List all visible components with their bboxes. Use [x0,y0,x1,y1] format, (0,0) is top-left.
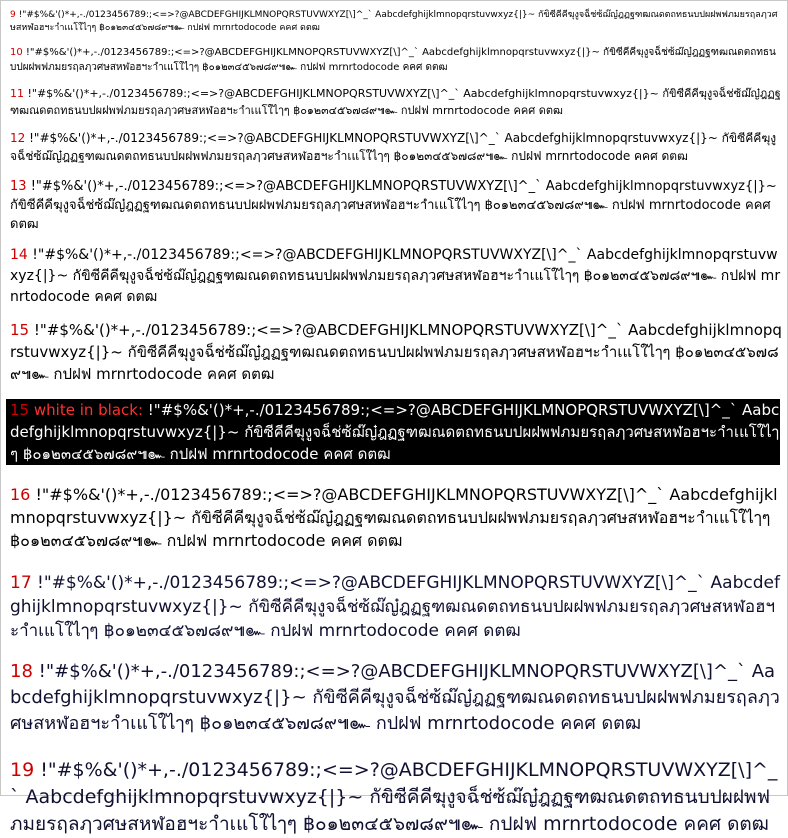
sample-text: !"#$%&'()*+,-./0123456789:;<=>?@ABCDEFGHIJKLMNOPQRSTUVWXYZ[\]^_` Aabcdefghijklmnopqrstuvwxyz{|}~ กัขิซีคีคีฆุงูจฉ็ช่ซ้ฌ๊ญ๋ฎฏฐฑฒณดตถทธนบปผฝพฟภมยรฤลฦวศษสหฬอฮฯะาำเแโใไๅๆ ฿๐๑๒๓๔๕๖๗๘๙๚๛ กปฝฟ mrnrtodocode คคศ ดตฒ [10,131,777,163]
sample-size-number: 11 [10,87,24,100]
sample-size-12 [10,129,782,165]
sample-size-10 [10,45,782,75]
sample-text: !"#$%&'()*+,-./0123456789:;<=>?@ABCDEFGHIJKLMNOPQRSTUVWXYZ[\]^_` Aabcdefghijklmnopqrstuvwxyz{|}~ กัขิซีคีคีฆุงูจฉ็ช่ซ้ฌ๊ญ๋ฎฏฐฑฒณดตถทธนบปผฝพฟภมยรฤลฦวศษสหฬอฮฯะาำเแโใไๅๆ ฿๐๑๒๓๔๕๖๗๘๙๚๛ กปฝฟ mrnrtodocode คคศ ดตฒ [10,10,778,33]
sample-text: !"#$%&'()*+,-./0123456789:;<=>?@ABCDEFGHIJKLMNOPQRSTUVWXYZ[\]^_` Aabcdefghijklmnopqrstuvwxyz{|}~ กัขิซีคีคีฆุงูจฉ็ช่ซ้ฌ๊ญ๋ฎฏฐฑฒณดตถทธนบปผฝพฟภมยรฤลฦวศษสหฬอฮฯะาำเแโใไๅๆ ฿๐๑๒๓๔๕๖๗๘๙๚๛ กปฝฟ mrnrtodocode คคศ ดตฒ [10,247,781,305]
sample-size-18 [10,659,782,737]
sample-size-number: 17 [10,573,32,593]
sample-size-number: 18 [10,661,33,682]
sample-text: !"#$%&'()*+,-./0123456789:;<=>?@ABCDEFGHIJKLMNOPQRSTUVWXYZ[\]^_` Aabcdefghijklmnopqrstuvwxyz{|}~ กัขิซีคีคีฆุงูจฉ็ช่ซ้ฌ๊ญ๋ฎฏฐฑฒณดตถทธนบปผฝพฟภมยรฤลฦวศษสหฬอฮฯะาำเแโใไๅๆ ฿๐๑๒๓๔๕๖๗๘๙๚๛ กปฝฟ mrnrtodocode คคศ ดตฒ [10,485,778,550]
sample-text: !"#$%&'()*+,-./0123456789:;<=>?@ABCDEFGHIJKLMNOPQRSTUVWXYZ[\]^_` Aabcdefghijklmnopqrstuvwxyz{|}~ กัขิซีคีคีฆุงูจฉ็ช่ซ้ฌ๊ญ๋ฎฏฐฑฒณดตถทธนบปผฝพฟภมยรฤลฦวศษสหฬอฮฯะาำเแโใไๅๆ ฿๐๑๒๓๔๕๖๗๘๙๚๛ กปฝฟ mrnrtodocode คคศ ดตฒ [10,47,776,73]
sample-size-number: 15 [10,321,30,339]
sample-size-17 [10,571,782,643]
sample-text: !"#$%&'()*+,-./0123456789:;<=>?@ABCDEFGHIJKLMNOPQRSTUVWXYZ[\]^_` Aabcdefghijklmnopqrstuvwxyz{|}~ กัขิซีคีคีฆุงูจฉ็ช่ซ้ฌ๊ญ๋ฎฏฐฑฒณดตถทธนบปผฝพฟภมยรฤลฦวศษสหฬอฮฯะาำเแโใไๅๆ ฿๐๑๒๓๔๕๖๗๘๙๚๛ กปฝฟ mrnrtodocode คคศ ดตฒ [10,573,780,641]
sample-text: !"#$%&'()*+,-./0123456789:;<=>?@ABCDEFGHIJKLMNOPQRSTUVWXYZ[\]^_` Aabcdefghijklmnopqrstuvwxyz{|}~ กัขิซีคีคีฆุงูจฉ็ช่ซ้ฌ๊ญ๋ฎฏฐฑฒณดตถทธนบปผฝพฟภมยรฤลฦวศษสหฬอฮฯะาำเแโใไๅๆ ฿๐๑๒๓๔๕๖๗๘๙๚๛ กปฝฟ mrnrtodocode คคศ ดตฒ [10,87,781,117]
sample-text: !"#$%&'()*+,-./0123456789:;<=>?@ABCDEFGHIJKLMNOPQRSTUVWXYZ[\]^_` Aabcdefghijklmnopqrstuvwxyz{|}~ กัขิซีคีคีฆุงูจฉ็ช่ซ้ฌ๊ญ๋ฎฏฐฑฒณดตถทธนบปผฝพฟภมยรฤลฦวศษสหฬอฮฯะาำเแโใไๅๆ ฿๐๑๒๓๔๕๖๗๘๙๚๛ กปฝฟ mrnrtodocode คคศ ดตฒ [10,321,782,383]
sample-size-15 [10,319,782,385]
sample-size-number: 15 [10,401,30,419]
sample-text: !"#$%&'()*+,-./0123456789:;<=>?@ABCDEFGHIJKLMNOPQRSTUVWXYZ[\]^_` Aabcdefghijklmnopqrstuvwxyz{|}~ กัขิซีคีคีฆุงูจฉ็ช่ซ้ฌ๊ญ๋ฎฏฐฑฒณดตถทธนบปผฝพฟภมยรฤลฦวศษสหฬอฮฯะาำเแโใไๅๆ ฿๐๑๒๓๔๕๖๗๘๙๚๛ กปฝฟ mrnrtodocode คคศ ดตฒ [10,179,777,232]
sample-size-number: 19 [10,759,35,781]
sample-size-number: 9 [10,10,16,20]
sample-size-14 [10,245,782,308]
sample-size-9 [10,9,782,35]
sample-size-13 [10,177,782,234]
sample-size-number: 14 [10,247,28,263]
sample-size-number: 13 [10,179,27,194]
sample-size-16 [10,483,782,552]
sample-text: !"#$%&'()*+,-./0123456789:;<=>?@ABCDEFGHIJKLMNOPQRSTUVWXYZ[\]^_` Aabcdefghijklmnopqrstuvwxyz{|}~ กัขิซีคีคีฆุงูจฉ็ช่ซ้ฌ๊ญ๋ฎฏฐฑฒณดตถทธนบปผฝพฟภมยรฤลฦวศษสหฬอฮฯะาำเแโใไๅๆ ฿๐๑๒๓๔๕๖๗๘๙๚๛ กปฝฟ mrnrtodocode คคศ ดตฒ [10,759,778,835]
sample-size-number: 10 [10,47,23,58]
sample-text: !"#$%&'()*+,-./0123456789:;<=>?@ABCDEFGHIJKLMNOPQRSTUVWXYZ[\]^_` Aabcdefghijklmnopqrstuvwxyz{|}~ กัขิซีคีคีฆุงูจฉ็ช่ซ้ฌ๊ญ๋ฎฏฐฑฒณดตถทธนบปผฝพฟภมยรฤลฦวศษสหฬอฮฯะาำเแโใไๅๆ ฿๐๑๒๓๔๕๖๗๘๙๚๛ กปฝฟ mrnrtodocode คคศ ดตฒ [10,661,780,734]
sample-size-11 [10,85,782,119]
sample-size-number: 16 [10,485,31,504]
sample-size-19 [10,757,782,838]
sample-text: !"#$%&'()*+,-./0123456789:;<=>?@ABCDEFGHIJKLMNOPQRSTUVWXYZ[\]^_` Aabcdefghijklmnopqrstuvwxyz{|}~ กัขิซีคีคีฆุงูจฉ็ช่ซ้ฌ๊ญ๋ฎฏฐฑฒณดตถทธนบปผฝพฟภมยรฤลฦวศษสหฬอฮฯะาำเแโใไๅๆ ฿๐๑๒๓๔๕๖๗๘๙๚๛ กปฝฟ mrnrtodocode คคศ ดตฒ [10,401,780,463]
sample-size-number: 12 [10,131,26,145]
sample-size-15-inverted [6,399,780,465]
inverted-label: white in black: [33,401,144,419]
